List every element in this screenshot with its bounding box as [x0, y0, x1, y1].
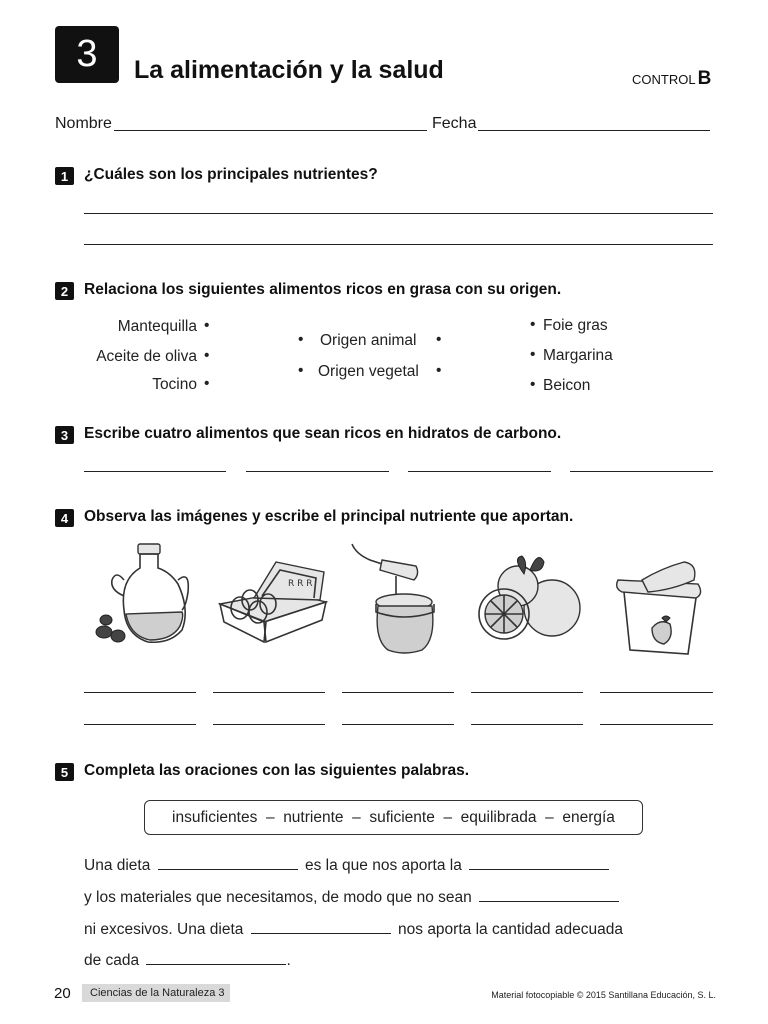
- question-4-answer-line[interactable]: [342, 724, 454, 725]
- question-1-answer-line[interactable]: [84, 244, 713, 245]
- question-4-answer-line[interactable]: [600, 724, 713, 725]
- page-title: La alimentación y la salud: [134, 56, 444, 84]
- question-4-answer-line[interactable]: [84, 724, 196, 725]
- book-title: Ciencias de la Naturaleza 3: [82, 984, 230, 1002]
- olive-oil-image: [90, 540, 200, 652]
- honey-image: [346, 540, 446, 658]
- question-4-text: Observa las imágenes y escribe el principal nutriente que aportan.: [84, 508, 574, 525]
- question-5-text: Completa las oraciones con las siguientes palabras.: [84, 762, 470, 779]
- sentence-text: nos aporta la cantidad adecuada: [398, 921, 623, 938]
- fill-blank[interactable]: [469, 855, 609, 870]
- sentence-text: de cada: [84, 952, 140, 969]
- question-4-number: 4: [55, 509, 74, 527]
- fill-blank[interactable]: [146, 950, 286, 965]
- word-bank: [144, 800, 643, 835]
- right-item-2: Beicon: [543, 377, 591, 394]
- sentence-text: y los materiales que necesitamos, de modo que no sean: [84, 889, 472, 906]
- match-dot[interactable]: •: [204, 317, 210, 334]
- question-2-text: Relaciona los siguientes alimentos ricos en grasa con su origen.: [84, 281, 562, 298]
- sentence-line-3: [84, 919, 623, 939]
- yogurt-image: [612, 558, 708, 656]
- question-3-answer-line[interactable]: [246, 471, 389, 472]
- sentence-text: es la que nos aporta la: [304, 857, 462, 874]
- control-text: CONTROL: [632, 72, 696, 87]
- date-field[interactable]: [478, 130, 710, 131]
- middle-item-1: Origen vegetal: [318, 363, 419, 380]
- eggs-image: [214, 556, 330, 646]
- name-field[interactable]: [114, 130, 427, 131]
- question-1-answer-line[interactable]: [84, 213, 713, 214]
- question-5-number: 5: [55, 763, 74, 781]
- match-dot[interactable]: •: [436, 362, 442, 379]
- question-4-answer-line[interactable]: [213, 724, 325, 725]
- question-2-number: 2: [55, 282, 74, 300]
- svg-text:R R R: R R R: [288, 579, 313, 589]
- name-label: Nombre: [55, 115, 112, 132]
- question-3-answer-line[interactable]: [570, 471, 713, 472]
- question-3-number: 3: [55, 426, 74, 444]
- question-3-answer-line[interactable]: [84, 471, 226, 472]
- match-dot[interactable]: •: [530, 376, 536, 393]
- match-dot[interactable]: •: [530, 316, 536, 333]
- sentence-text: Una dieta: [84, 857, 151, 874]
- word-bank-text: insuficientes – nutriente – suficiente – equilibrada – energía: [172, 808, 615, 826]
- match-dot[interactable]: •: [298, 362, 304, 379]
- question-4-answer-line[interactable]: [471, 692, 583, 693]
- sentence-text: ni excesivos. Una dieta: [84, 921, 244, 938]
- match-dot[interactable]: •: [298, 331, 304, 348]
- fill-blank[interactable]: [479, 887, 619, 902]
- left-item-0: Mantequilla: [117, 318, 197, 335]
- right-item-0: Foie gras: [543, 317, 608, 334]
- question-4-answer-line[interactable]: [213, 692, 325, 693]
- question-4-answer-line[interactable]: [600, 692, 713, 693]
- sentence-text: .: [286, 952, 291, 969]
- match-dot[interactable]: •: [204, 347, 210, 364]
- sentence-line-1: [84, 855, 609, 875]
- question-1-number: 1: [55, 167, 74, 185]
- fill-blank[interactable]: [158, 855, 298, 870]
- page-number: 20: [54, 985, 71, 1002]
- match-dot[interactable]: •: [530, 346, 536, 363]
- question-4-answer-line[interactable]: [471, 724, 583, 725]
- left-item-1: Aceite de oliva: [96, 348, 197, 365]
- right-item-1: Margarina: [543, 347, 613, 364]
- middle-item-0: Origen animal: [320, 332, 417, 349]
- match-dot[interactable]: •: [436, 331, 442, 348]
- question-3-text: Escribe cuatro alimentos que sean ricos en hidratos de carbono.: [84, 425, 562, 442]
- unit-number-badge: 3: [55, 26, 119, 83]
- oranges-image: [476, 548, 584, 644]
- control-label: [632, 68, 711, 90]
- date-label: Fecha: [432, 115, 477, 132]
- copyright-text: Material fotocopiable © 2015 Santillana Educación, S. L.: [491, 990, 716, 1000]
- question-4-answer-line[interactable]: [84, 692, 196, 693]
- question-1-text: ¿Cuáles son los principales nutrientes?: [84, 166, 378, 183]
- fill-blank[interactable]: [251, 919, 391, 934]
- match-dot[interactable]: •: [204, 375, 210, 392]
- sentence-line-4: [84, 950, 291, 970]
- sentence-line-2: [84, 887, 619, 907]
- question-4-answer-line[interactable]: [342, 692, 454, 693]
- control-letter: B: [697, 68, 712, 89]
- question-3-answer-line[interactable]: [408, 471, 551, 472]
- left-item-2: Tocino: [152, 376, 197, 393]
